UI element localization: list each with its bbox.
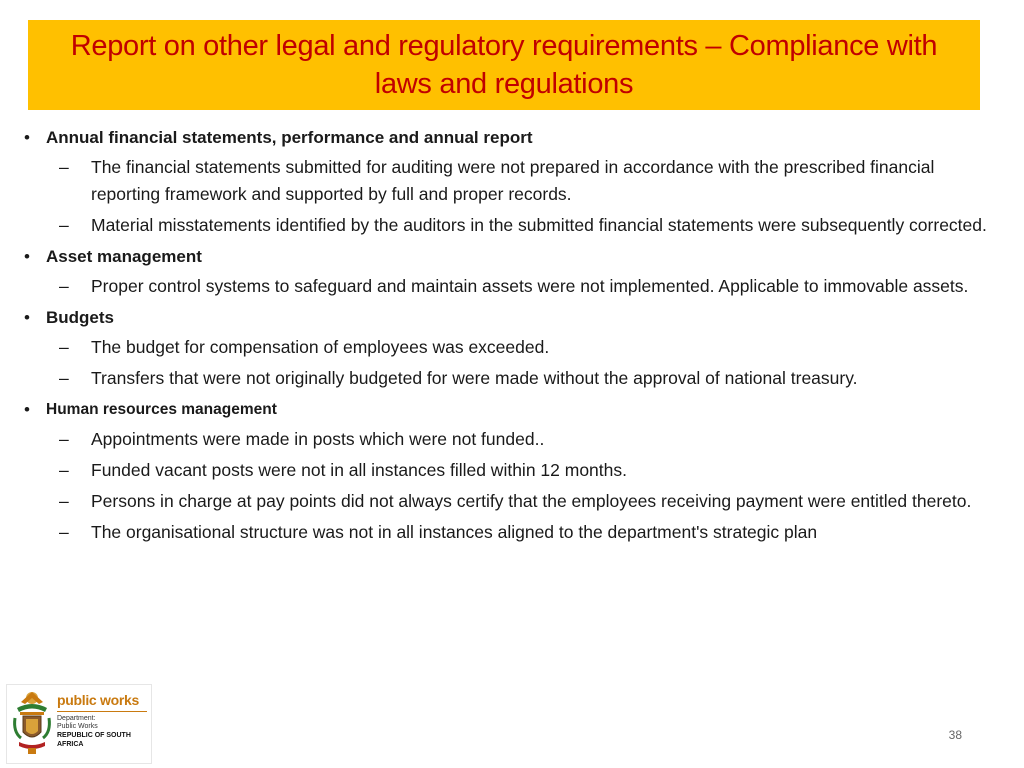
logo-name: public works xyxy=(57,692,139,708)
coat-of-arms-icon xyxy=(11,688,53,760)
section-budgets xyxy=(18,304,998,392)
list-item-text: Material misstatements identified by the auditors in the submitted financial statements were subsequently corrected. xyxy=(91,215,987,235)
page-number: 38 xyxy=(948,728,962,742)
list-item-text: The financial statements submitted for auditing were not prepared in accordance with the prescribed financial reporting framework and supported by full and proper records. xyxy=(91,157,935,204)
list-item-text: Appointments were made in posts which were not funded.. xyxy=(91,429,545,449)
list-item xyxy=(46,519,998,546)
dash-glyph: – xyxy=(59,522,69,542)
section-heading: Budgets xyxy=(46,308,114,327)
list-item xyxy=(46,488,998,515)
dash-glyph: – xyxy=(59,368,69,388)
logo-country: REPUBLIC OF SOUTH AFRICA xyxy=(57,732,131,748)
bullet-glyph: • xyxy=(24,400,30,419)
section-human-resources-management xyxy=(18,396,998,546)
bullet-list xyxy=(18,124,998,546)
section-heading: Annual financial statements, performance and annual report xyxy=(46,128,533,147)
bullet-glyph: • xyxy=(24,247,30,266)
section-annual-financial-statements xyxy=(18,124,998,239)
title-bar xyxy=(28,20,980,110)
list-item-text: Proper control systems to safeguard and maintain assets were not implemented. Applicable to immovable assets. xyxy=(91,276,969,296)
department-logo xyxy=(6,684,152,764)
logo-department-name: Public Works xyxy=(57,723,98,730)
logo-text-block xyxy=(57,691,149,749)
list-item-text: Persons in charge at pay points did not always certify that the employees receiving payment were entitled thereto. xyxy=(91,491,972,511)
list-item xyxy=(46,154,998,208)
dash-glyph: – xyxy=(59,337,69,357)
section-heading: Human resources management xyxy=(46,401,277,418)
list-item xyxy=(46,273,998,300)
section-asset-management xyxy=(18,243,998,300)
slide-content xyxy=(18,124,998,550)
dash-glyph: – xyxy=(59,157,69,177)
list-item xyxy=(46,334,998,361)
list-item xyxy=(46,365,998,392)
sub-list xyxy=(46,426,998,546)
list-item-text: The organisational structure was not in all instances aligned to the department's strategic plan xyxy=(91,522,818,542)
list-item-text: The budget for compensation of employees was exceeded. xyxy=(91,337,550,357)
section-heading: Asset management xyxy=(46,247,202,266)
bullet-glyph: • xyxy=(24,308,30,327)
list-item xyxy=(46,426,998,453)
dash-glyph: – xyxy=(59,491,69,511)
slide-title: Report on other legal and regulatory requirements – Compliance with laws and regulations xyxy=(70,30,938,100)
list-item-text: Funded vacant posts were not in all instances filled within 12 months. xyxy=(91,460,627,480)
dash-glyph: – xyxy=(59,429,69,449)
dash-glyph: – xyxy=(59,215,69,235)
logo-department-label: Department: xyxy=(57,715,96,722)
logo-divider xyxy=(57,711,147,712)
sub-list xyxy=(46,334,998,392)
list-item xyxy=(46,212,998,239)
sub-list xyxy=(46,273,998,300)
list-item-text: Transfers that were not originally budgeted for were made without the approval of national treasury. xyxy=(91,368,858,388)
sub-list xyxy=(46,154,998,239)
dash-glyph: – xyxy=(59,460,69,480)
bullet-glyph: • xyxy=(24,128,30,147)
dash-glyph: – xyxy=(59,276,69,296)
list-item xyxy=(46,457,998,484)
